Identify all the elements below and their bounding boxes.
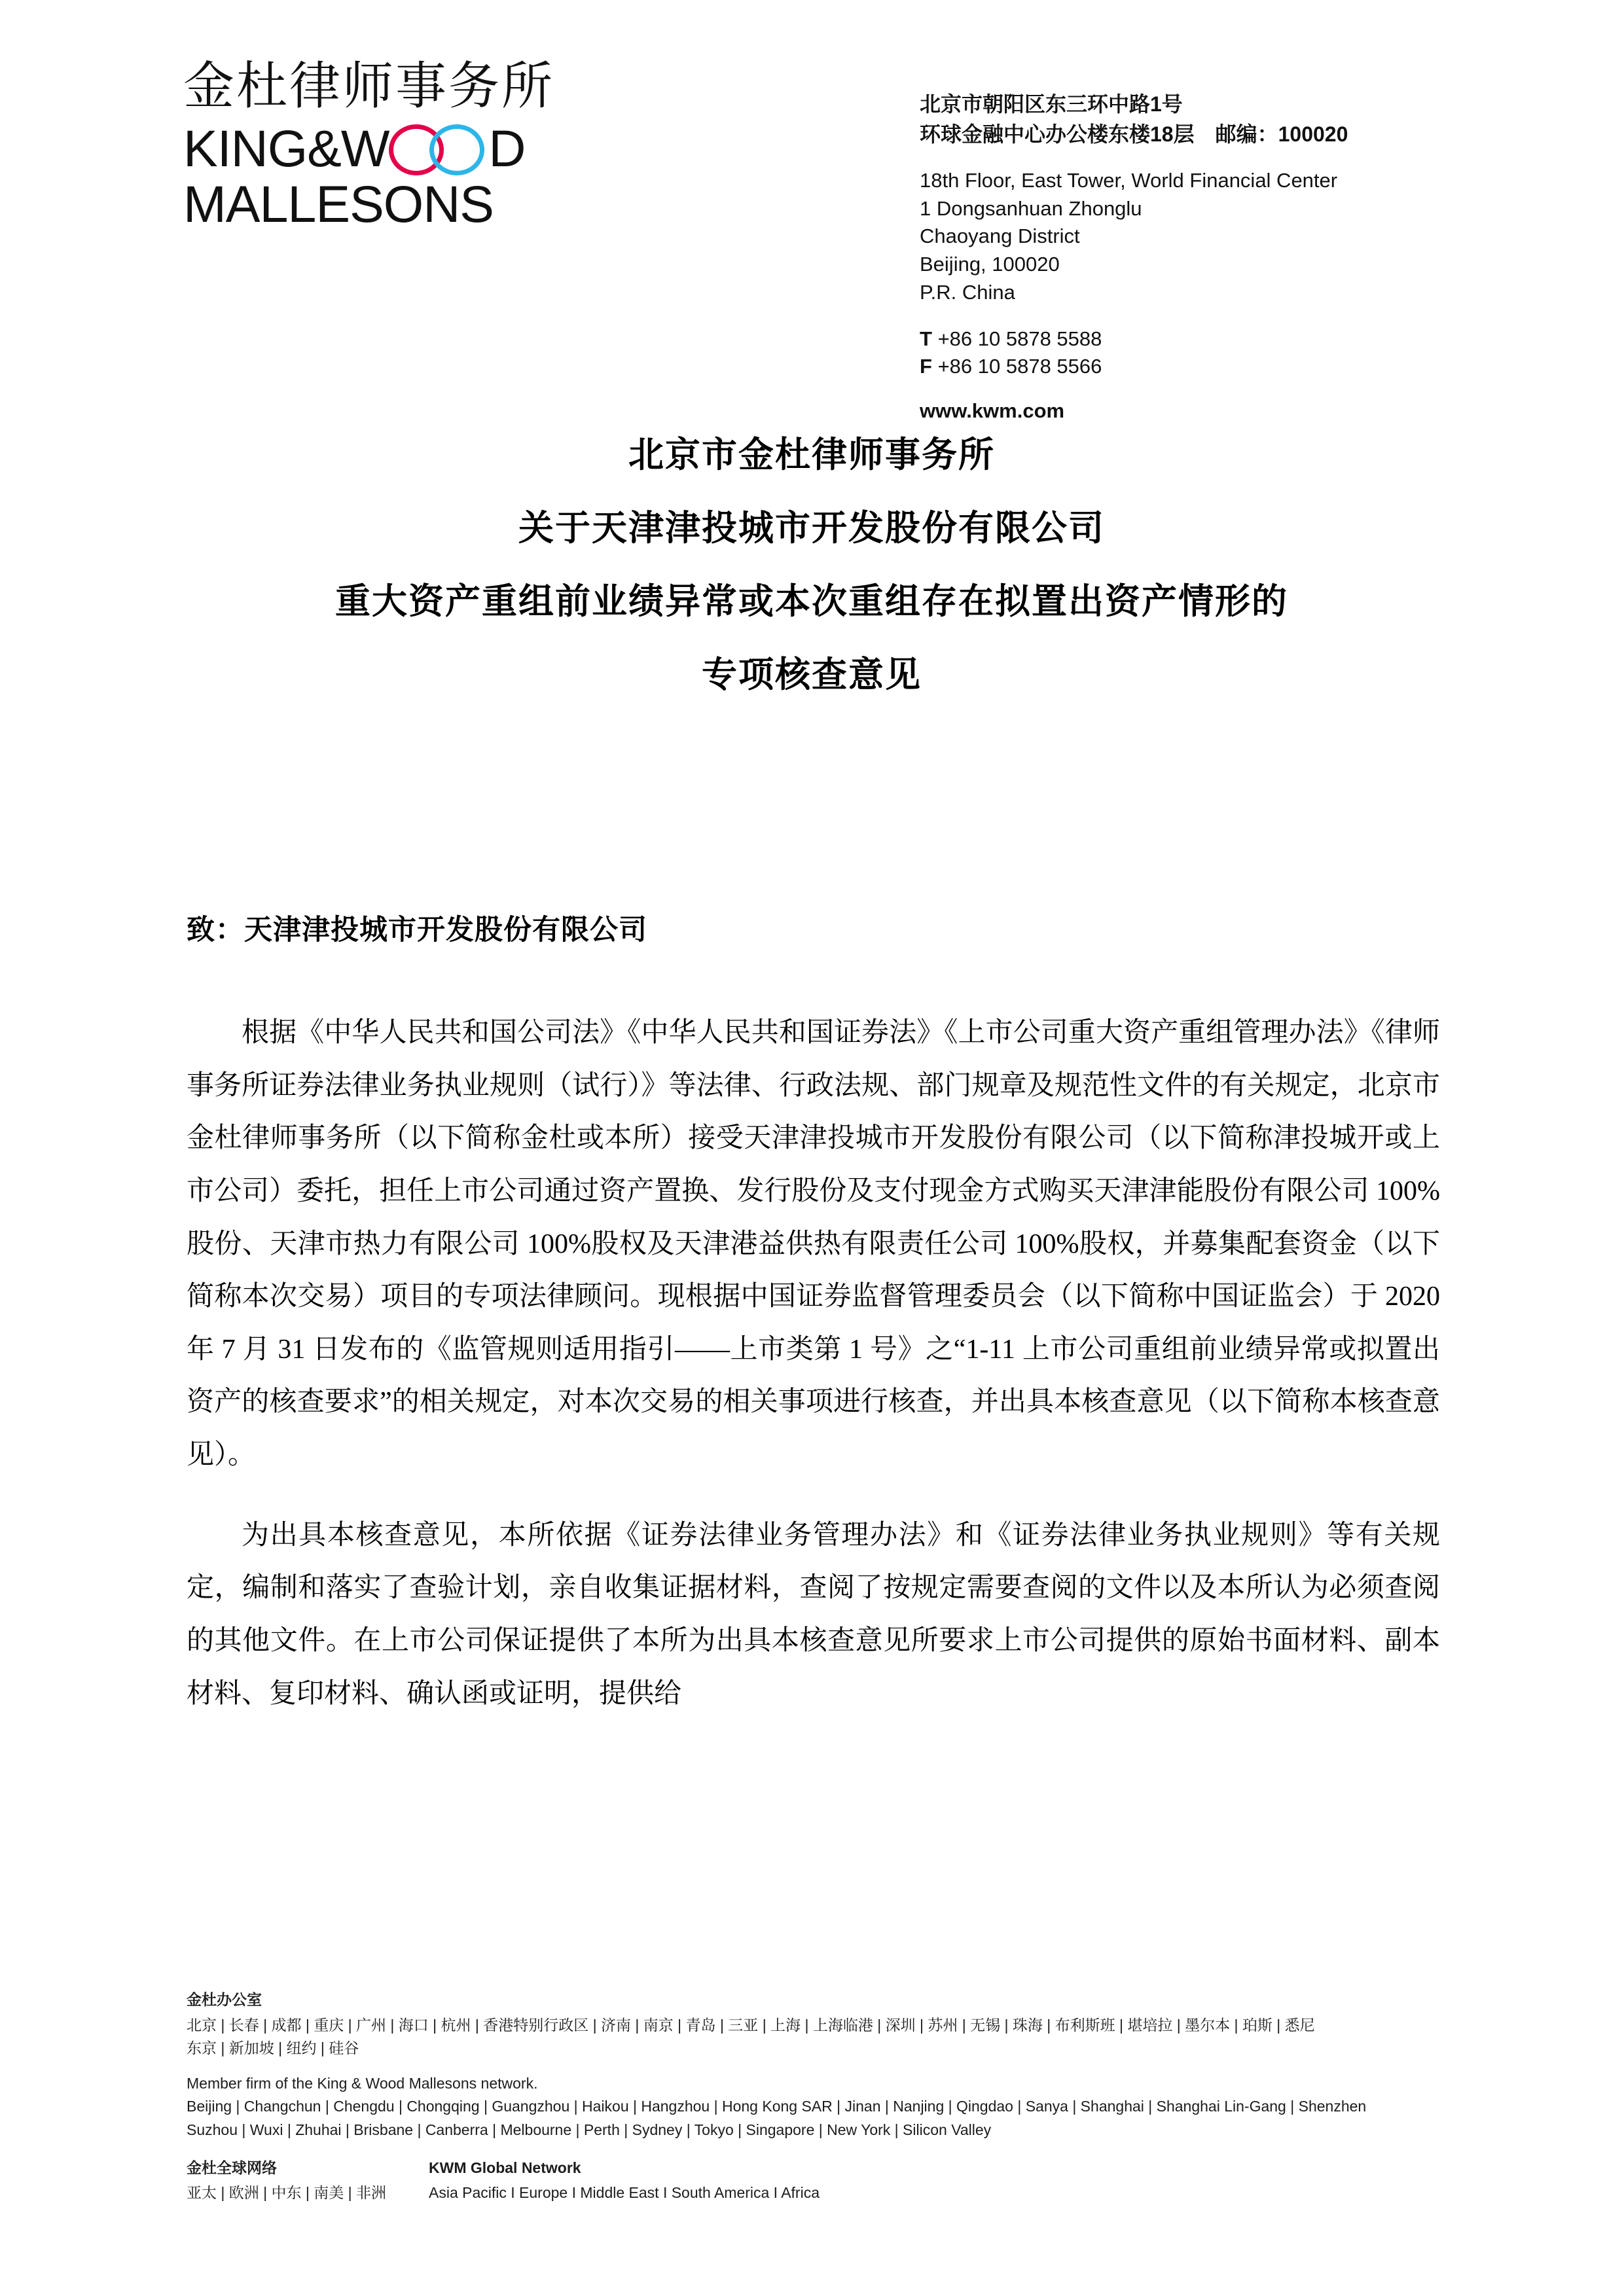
fax-value: +86 10 5878 5566 [937, 355, 1102, 378]
footer-network-block [187, 2157, 1450, 2205]
footer-offices-en-line-2: Suzhou | Wuxi | Zhuhai | Brisbane | Canberra | Melbourne | Perth | Sydney | Tokyo | Singapore | New York | Silicon Valley [187, 2121, 992, 2139]
telephone-value: +86 10 5878 5588 [937, 327, 1102, 350]
body-paragraph-1: 根据《中华人民共和国公司法》《中华人民共和国证券法》《上市公司重大资产重组管理办法》《律师事务所证券法律业务执业规则（试行）》等法律、行政法规、部门规章及规范性文件的有关规定，北京市金杜律师事务所（以下简称金杜或本所）接受天津津投城市开发股份有限公司（以下简称津投城开或上市公司）委托，担任上市公司通过资产置换、发行股份及支付现金方式购买天津津能股份有限公司 100%股份、天津市热力有限公司 100%股权及天津港益供热有限责任公司 100%股权，并募集配套资金（以下简称本次交易）项目的专项法律顾问。现根据中国证券监督管理委员会（以下简称中国证监会）于 2020 年 7 月 31 日发布的《监管规则适用指引——上市类第 1 号》之“1-11 上市公司重组前业绩异常或拟置出资产的核查要求”的相关规定，对本次交易的相关事项进行核查，并出具本核查意见（以下简称本核查意见）。 [187, 1018, 1440, 1470]
footer-network-heading-en: KWM Global Network [429, 2159, 581, 2176]
addressee-line: 致：天津津投城市开发股份有限公司 [187, 915, 647, 946]
logo-d-letter: D [488, 119, 526, 177]
telephone-row [920, 325, 1509, 353]
logo-kingwood-text: KING&W [183, 119, 389, 177]
footer-network-en-column [429, 2157, 1450, 2205]
footer-offices-en-line-1: Beijing | Changchun | Chengdu | Chongqing | Guangzhou | Haikou | Hangzhou | Hong Kong SAR | Jinan | Nanjing | Qingdao | Sanya | Shanghai | Shanghai Lin-Gang | Shenzhen [187, 2098, 1367, 2115]
address-en-line-3: Chaoyang District [920, 224, 1080, 248]
footer-network-regions-cn: 亚太 | 欧洲 | 中东 | 南美 | 非洲 [187, 2184, 387, 2202]
footer-offices-cn-line-2: 东京 | 新加坡 | 纽约 | 硅谷 [187, 2039, 359, 2057]
logo-double-o-rings-icon [389, 124, 488, 175]
address-en-line-2: 1 Dongsanhuan Zhonglu [920, 196, 1142, 220]
website-link[interactable]: www.kwm.com [920, 399, 1065, 423]
body-paragraph-2: 为出具本核查意见，本所依据《证券法律业务管理办法》和《证券法律业务执业规则》等有关规定，编制和落实了查验计划，亲自收集证据材料，查阅了按规定需要查阅的文件以及本所认为必须查阅的其他文件。在上市公司保证提供了本所为出具本核查意见所要求上市公司提供的原始书面材料、副本材料、复印材料、确认函或证明，提供给 [187, 1520, 1440, 1709]
title-line-4: 专项核查意见 [702, 655, 922, 694]
logo-english-text [183, 120, 628, 232]
address-cn-line-1: 北京市朝阳区东三环中路1号 [920, 92, 1183, 116]
fax-label: F [920, 355, 932, 378]
logo-mallesons-text: MALLESONS [183, 175, 494, 234]
footer-network-cn-column [187, 2157, 429, 2205]
footer-offices-cn-line-1: 北京 | 长春 | 成都 | 重庆 | 广州 | 海口 | 杭州 | 香港特别行政区 | 济南 | 南京 | 青岛 | 三亚 | 上海 | 上海临港 | 深圳 | 苏州 | 无锡 | 珠海 | 布利斯班 | 堪培拉 | 墨尔本 | 珀斯 | 悉尼 [187, 2016, 1315, 2034]
title-line-2: 关于天津津投城市开发股份有限公司 [518, 509, 1105, 548]
address-cn-line-2: 环球金融中心办公楼东楼18层 邮编：100020 [920, 122, 1348, 147]
letterhead [0, 57, 1624, 423]
title-line-1: 北京市金杜律师事务所 [628, 435, 995, 475]
telephone-label: T [920, 327, 932, 350]
address-en-line-1: 18th Floor, East Tower, World Financial Center [920, 168, 1338, 192]
document-body [187, 916, 1440, 1748]
address-english [920, 167, 1509, 307]
address-chinese [920, 89, 1509, 150]
footer-spacer [187, 2060, 1450, 2072]
footer-member-firm-note: Member firm of the King & Wood Mallesons network. [187, 2074, 538, 2092]
address-en-line-5: P.R. China [920, 280, 1015, 304]
logo-chinese-text: 金杜律师事务所 [183, 57, 555, 115]
fax-row [920, 353, 1509, 381]
footer-network-heading-cn: 金杜全球网络 [187, 2159, 277, 2176]
footer-offices-heading-cn: 金杜办公室 [187, 1991, 262, 2008]
footer-network-regions-en: Asia Pacific I Europe I Middle East I South America I Africa [429, 2184, 820, 2202]
address-block [920, 89, 1509, 423]
page-title [216, 437, 1407, 692]
logo-ring-blue-icon [429, 124, 484, 175]
title-line-3: 重大资产重组前业绩异常或本次重组存在拟置出资产情形的 [335, 582, 1288, 621]
contact-numbers [920, 325, 1509, 382]
kwm-logo [183, 57, 628, 234]
page-footer [187, 1988, 1450, 2205]
address-en-line-4: Beijing, 100020 [920, 253, 1060, 276]
